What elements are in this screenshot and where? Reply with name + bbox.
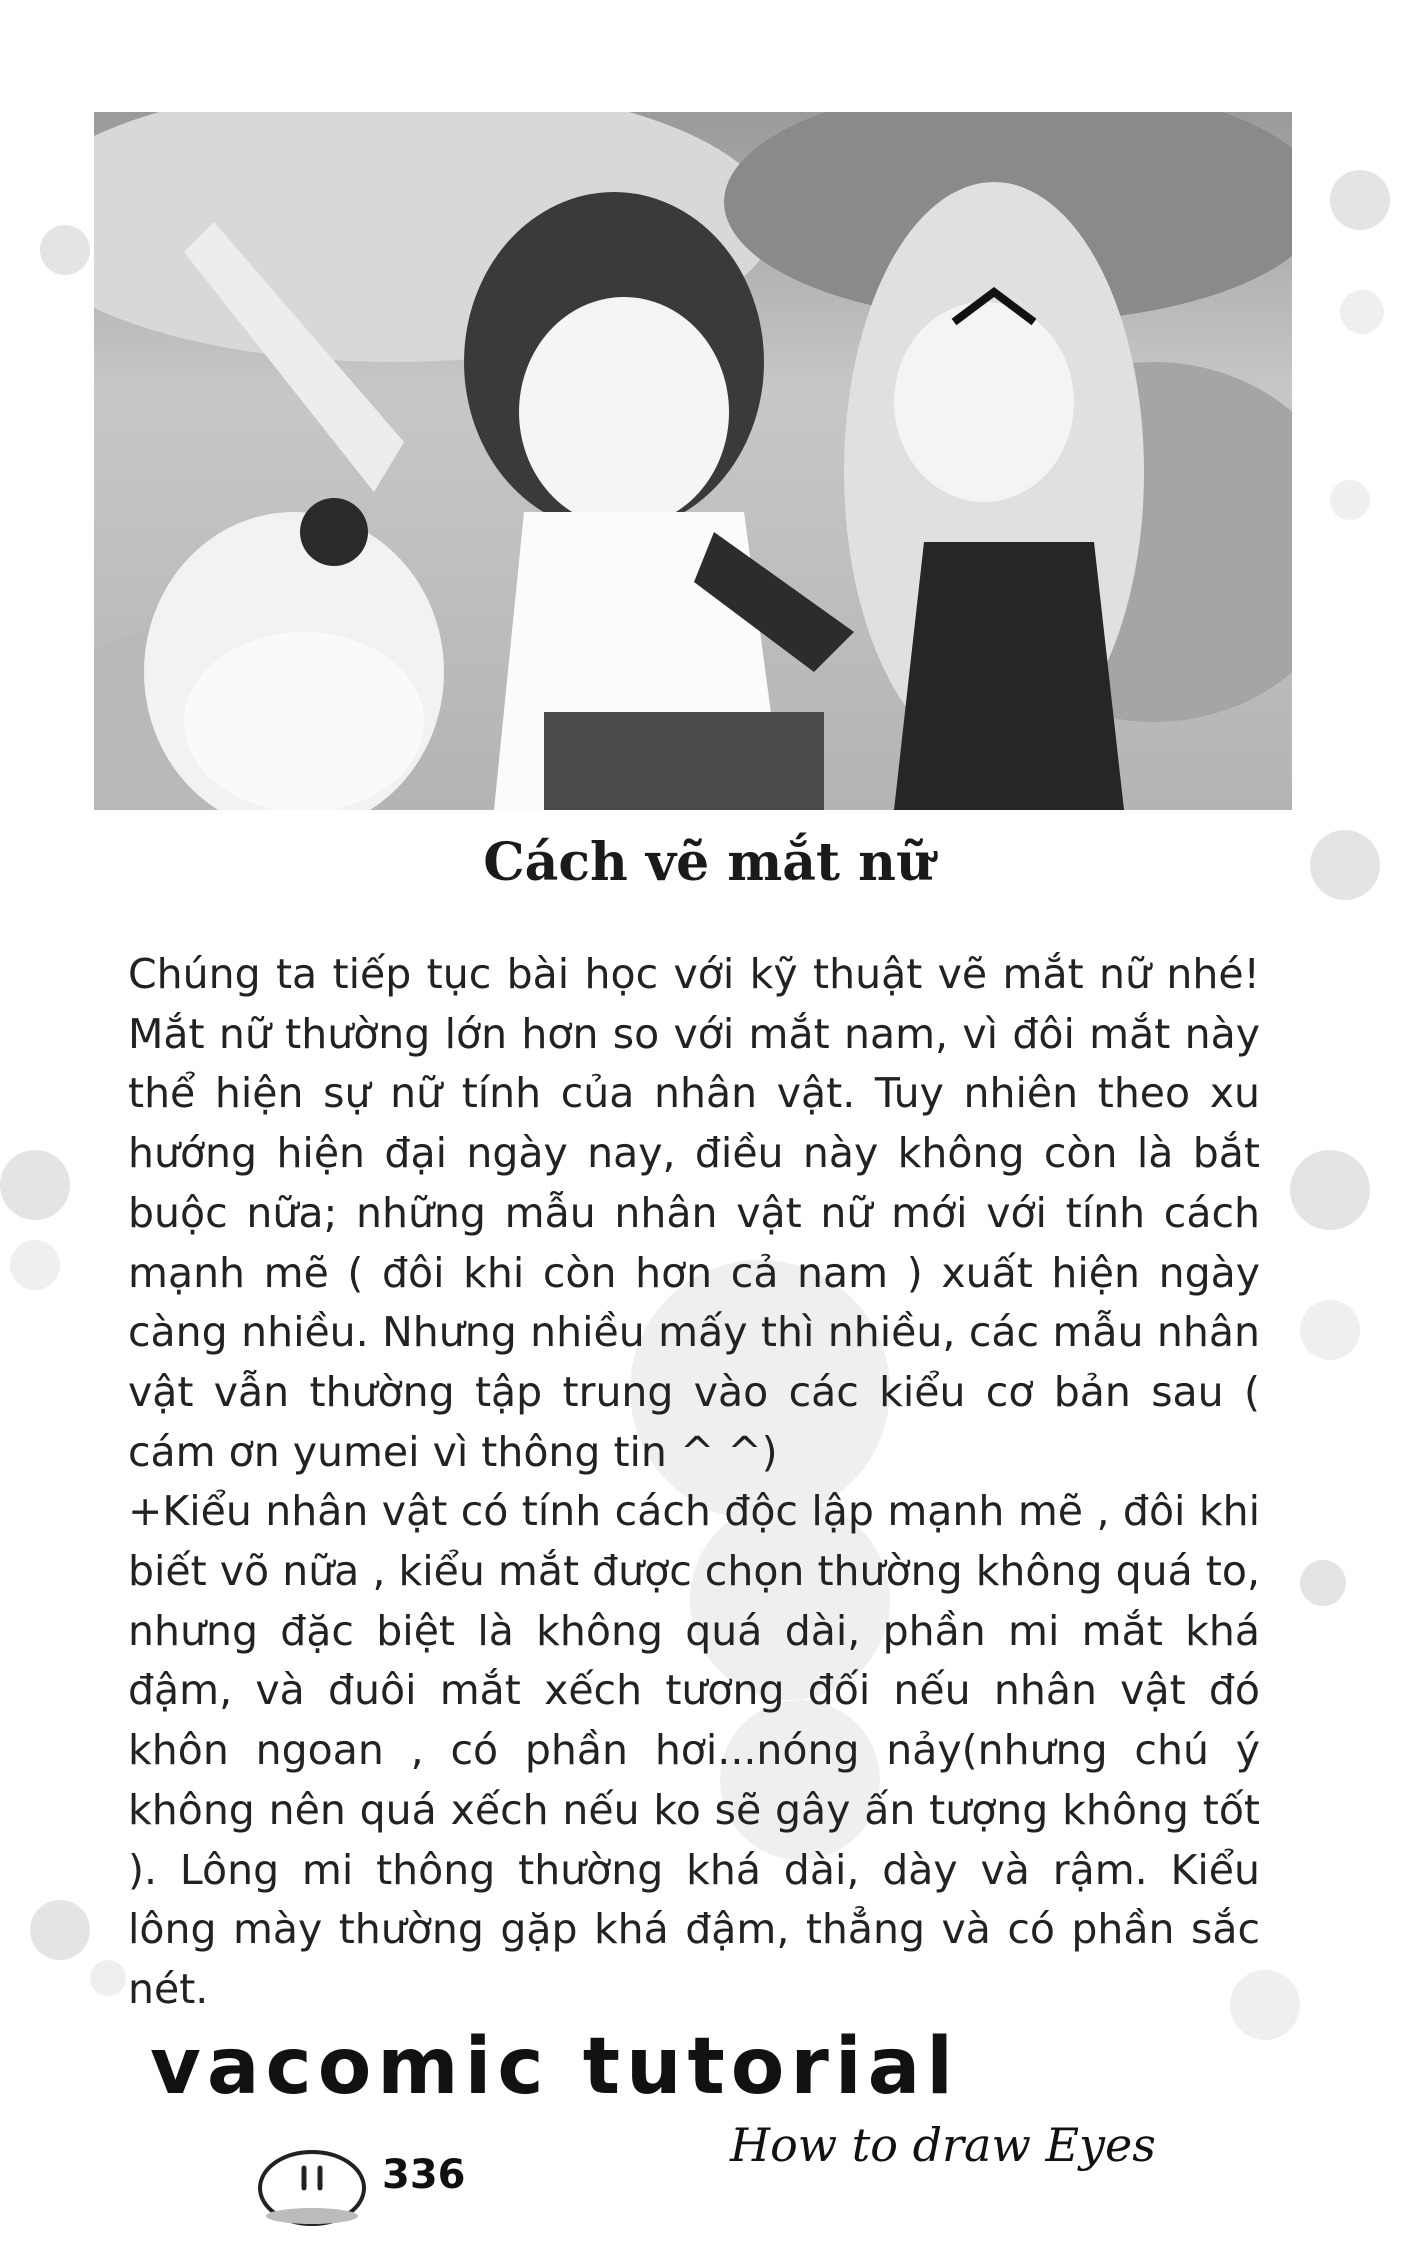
illustration	[94, 112, 1292, 810]
bokeh-dot	[1330, 480, 1370, 520]
bokeh-dot	[0, 1150, 70, 1220]
bokeh-dot	[40, 225, 90, 275]
lesson-paragraph: Chúng ta tiếp tục bài học với kỹ thuật vẽ mắt nữ nhé! Mắt nữ thường lớn hơn so với mắt nam, vì đôi mắt này thể hiện sự nữ tính của nhân vật. Tuy nhiên theo xu hướng hiện đại ngày nay, điều này không còn là bắt buộc nữa; những mẫu nhân vật nữ mới với tính cách mạnh mẽ ( đôi khi còn hơn cả nam ) xuất hiện ngày càng nhiều. Nhưng nhiều mấy thì nhiều, các mẫu nhân vật vẫn thường tập trung vào các kiểu cơ bản sau ( cám ơn yumei vì thông tin ^ ^)	[128, 950, 1260, 1476]
bokeh-dot	[10, 1240, 60, 1290]
bokeh-dot	[1300, 1300, 1360, 1360]
brand-title: vacomic tutorial	[150, 2022, 959, 2112]
three-anime-girls-illustration	[94, 112, 1292, 810]
page-number: 336	[382, 2152, 466, 2198]
bokeh-dot	[90, 1960, 126, 1996]
brand-subtitle: How to draw Eyes	[730, 2118, 1156, 2172]
lesson-paragraph: +Kiểu nhân vật có tính cách độc lập mạnh mẽ , đôi khi biết võ nữa , kiểu mắt được chọn thường không quá to, nhưng đặc biệt là không quá dài, phần mi mắt khá đậm, và đuôi mắt xếch tương đối nếu nhân vật đó khôn ngoan , có phần hơi...nóng nảy(nhưng chú ý không nên quá xếch nếu ko sẽ gây ấn tượng không tốt ). Lông mi thông thường khá dài, dày và rậm. Kiểu lông mày thường gặp khá đậm, thẳng và có phần sắc nét.	[128, 1487, 1260, 2013]
bokeh-dot	[1300, 1560, 1346, 1606]
bokeh-dot	[1340, 290, 1384, 334]
white-blob-mascot-icon	[252, 2132, 372, 2228]
bokeh-dot	[1290, 1150, 1370, 1230]
lesson-title: Cách vẽ mắt nữ	[483, 832, 934, 893]
bokeh-dot	[1330, 170, 1390, 230]
lesson-body	[128, 945, 1260, 2020]
bokeh-dot	[30, 1900, 90, 1960]
